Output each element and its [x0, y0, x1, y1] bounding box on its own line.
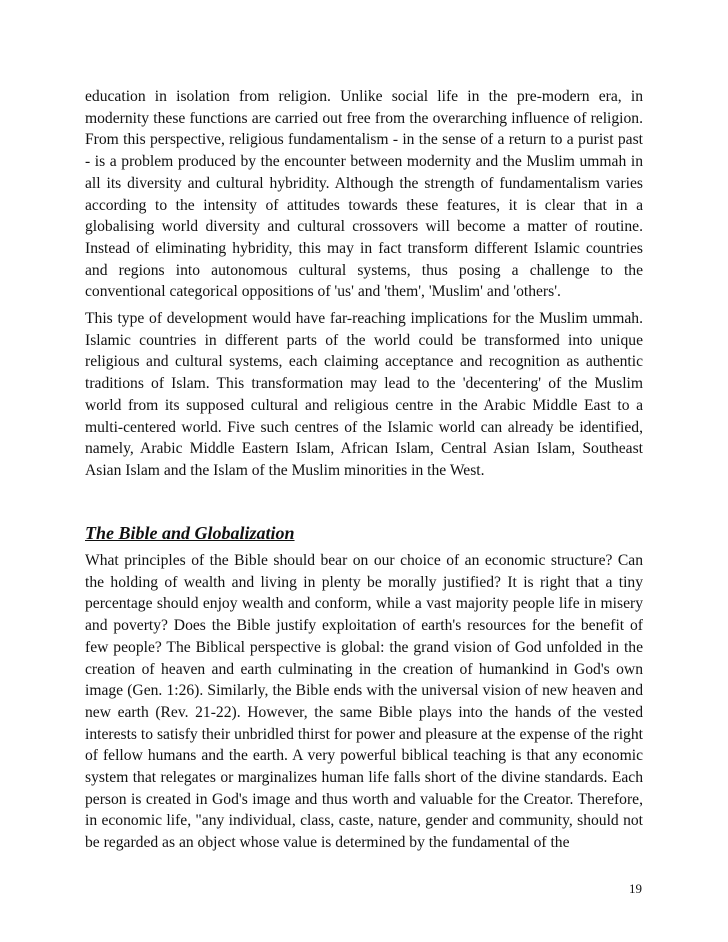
paragraph-decentering: This type of development would have far-reaching implications for the Muslim ummah. Islamic countries in different parts of the world could be transformed into unique religious and cultural systems, each claiming acceptance and recognition as authentic traditions of Islam. This transformation may lead to the 'decentering' of the Muslim world from its supposed cultural and religious centre in the Arabic Middle East to a multi-centered world. Five such centres of the Islamic world can already be identified, namely, Arabic Middle Eastern Islam, African Islam, Central Asian Islam, Southeast Asian Islam and the Islam of the Muslim minorities in the West. [85, 310, 643, 479]
paragraph-fundamentalism: education in isolation from religion. Unlike social life in the pre-modern era, in modernity these functions are carried out free from the overarching influence of religion. From this perspective, religious fundamentalism - in the sense of a return to a purist past - is a problem produced by the encounter between modernity and the Muslim ummah in all its diversity and cultural hybridity. Although the strength of fundamentalism varies according to the intensity of attitudes towards these features, it is clear that in a globalising world diversity and cultural crossovers will become a matter of routine. Instead of eliminating hybridity, this may in fact transform different Islamic countries and regions into autonomous cultural systems, thus posing a challenge to the conventional categorical oppositions of 'us' and 'them', 'Muslim' and 'others'. [85, 88, 643, 301]
paragraph-bible-economics: What principles of the Bible should bear on our choice of an economic structure? Can the holding of wealth and living in plenty be morally justified? It is right that a tiny percentage should enjoy wealth and conform, while a vast majority people life in misery and poverty? Does the Bible justify exploitation of earth's resources for the benefit of few people? The Biblical perspective is global: the grand vision of God unfolded in the creation of heaven and earth culminating in the creation of humankind in God's own image (Gen. 1:26). Similarly, the Bible ends with the universal vision of new heaven and new earth (Rev. 21-22). However, the same Bible plays into the hands of the vested interests to satisfy their unbridled thirst for power and pleasure at the expense of the right of fellow humans and the earth. A very powerful biblical teaching is that any economic system that relegates or marginalizes human life falls short of the divine standards. Each person is created in God's image and thus worth and valuable for the Creator. Therefore, in economic life, "any individual, class, caste, nature, gender and community, should not be regarded as an object whose value is determined by the fundamental of the [85, 552, 643, 852]
page-number: 19 [629, 881, 642, 896]
section-heading: The Bible and Globalization [85, 523, 295, 543]
